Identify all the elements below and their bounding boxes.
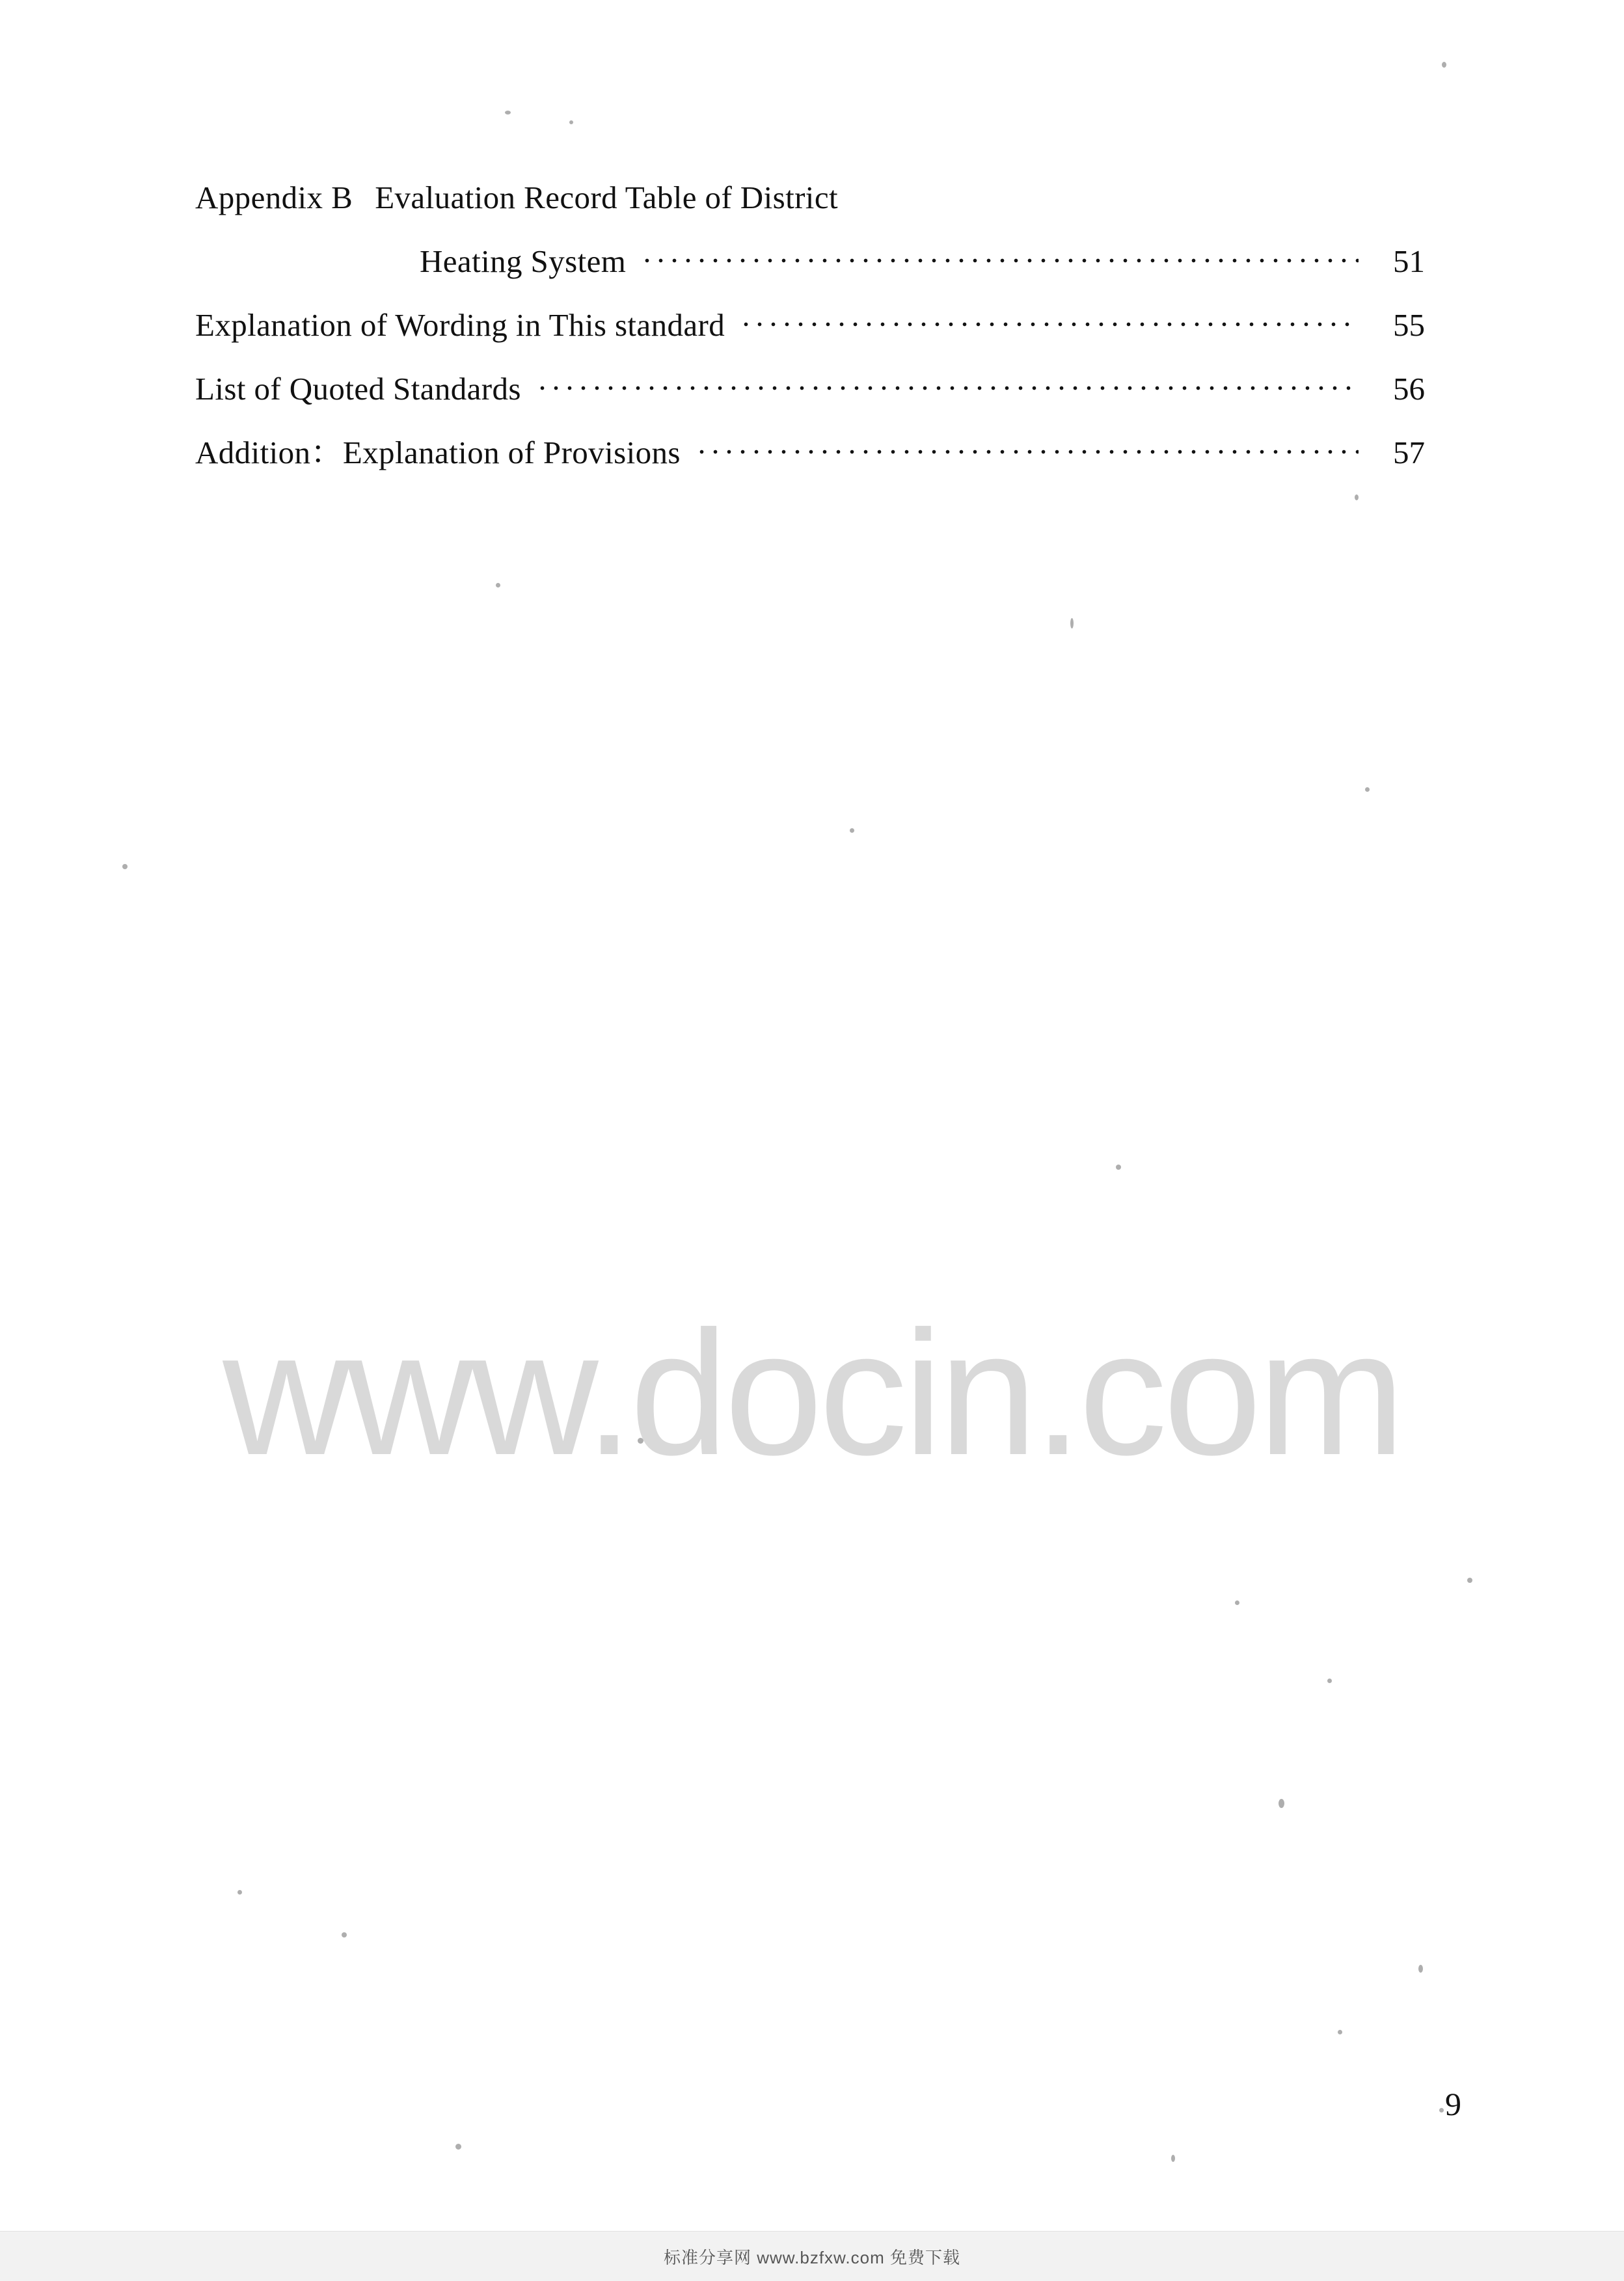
scan-speck: [1171, 2155, 1175, 2162]
scan-speck: [1467, 1578, 1472, 1583]
scan-speck: [1070, 618, 1074, 628]
scan-speck: [122, 864, 128, 869]
scan-speck: [237, 1890, 242, 1895]
toc-leader-dots: [640, 245, 1359, 272]
scan-speck: [455, 2144, 461, 2150]
toc-leader-dots: [695, 436, 1359, 463]
scan-speck: [1327, 1679, 1332, 1683]
scan-speck: [342, 1932, 347, 1937]
toc-entry-label: Heating System: [420, 243, 627, 279]
scan-speck: [850, 828, 854, 833]
toc-entry[interactable]: [195, 357, 1425, 421]
scan-speck: [505, 111, 511, 115]
toc-entry-label: Explanation of Wording in This standard: [195, 307, 725, 343]
toc-leader-dots: [739, 308, 1359, 336]
toc-leader-dots: [535, 372, 1359, 399]
scan-speck: [1116, 1165, 1121, 1170]
toc-entry-label: List of Quoted Standards: [195, 371, 521, 407]
page-number: 9: [1445, 2086, 1461, 2122]
footer-bar: [0, 2231, 1624, 2281]
toc-entry[interactable]: [195, 421, 1425, 485]
scan-speck: [1365, 787, 1370, 792]
scan-speck: [1442, 62, 1446, 68]
toc-entry[interactable]: [195, 166, 1425, 230]
toc-entry-label: Addition：Explanation of Provisions: [195, 435, 681, 470]
toc-entry-continuation[interactable]: [195, 230, 1425, 293]
scan-speck: [1235, 1600, 1239, 1605]
toc-page-number: 51: [1393, 243, 1425, 279]
table-of-contents: [195, 166, 1425, 485]
footer-text: 标准分享网 www.bzfxw.com 免费下载: [664, 2247, 960, 2267]
toc-entry-label: Appendix B Evaluation Record Table of District: [195, 180, 838, 215]
toc-entry[interactable]: [195, 293, 1425, 357]
scan-speck: [1355, 494, 1359, 500]
scan-speck: [1418, 1965, 1423, 1973]
toc-page-number: 55: [1393, 307, 1425, 343]
toc-page-number: 56: [1393, 371, 1425, 407]
scan-speck: [1279, 1799, 1284, 1808]
scan-speck: [496, 583, 500, 587]
toc-page-number: 57: [1393, 435, 1425, 470]
watermark: www.docin.com: [223, 1294, 1401, 1492]
scan-speck: [1338, 2030, 1342, 2034]
scan-speck: [569, 120, 573, 124]
scan-speck: [1439, 2108, 1444, 2112]
